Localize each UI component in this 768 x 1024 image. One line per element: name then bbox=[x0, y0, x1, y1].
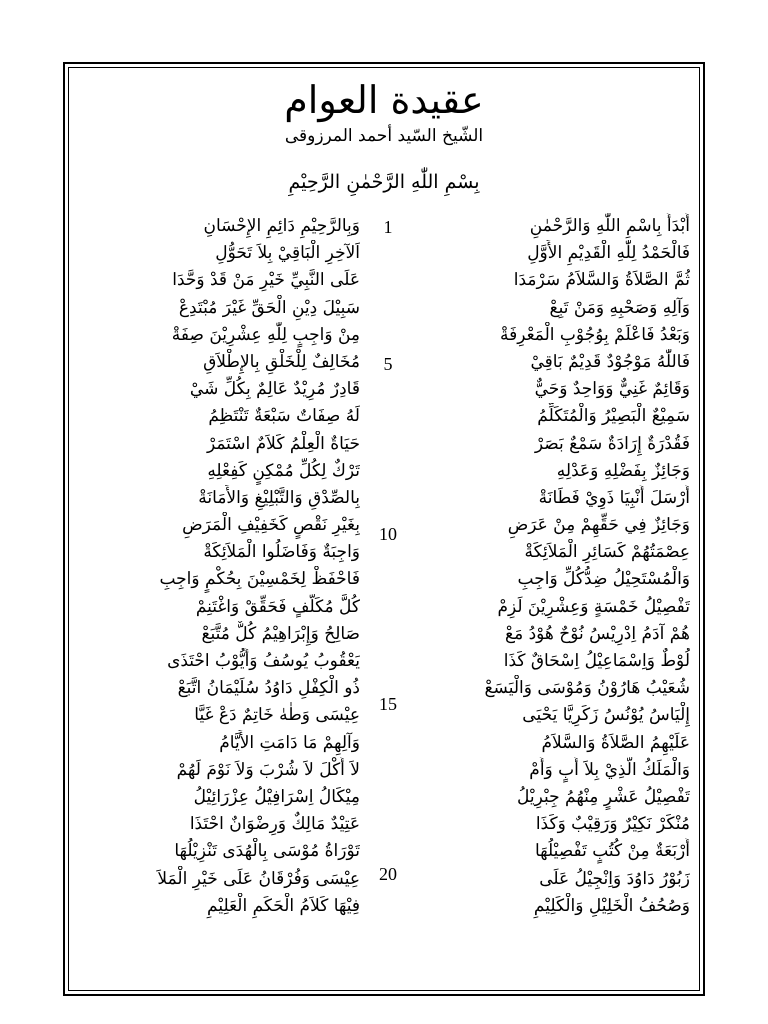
verse-line bbox=[130, 376, 690, 403]
verse-line bbox=[130, 621, 690, 648]
verse-first-hemistich: تَفْصِيْلُ خَمْسَةٍ وَعِشْرِيْنَ لَزِمْ bbox=[497, 596, 690, 617]
verse-second-hemistich: فَاحْفَظْ لِخَمْسِيْنَ بِحُكْمٍ وَاجِبِ bbox=[159, 569, 360, 590]
verse-second-hemistich: مُخَالِفٌ لِلْخَلْقِ بِالإِطْلاَقِ bbox=[203, 351, 360, 372]
verse-line bbox=[130, 566, 690, 593]
verse-number-5: 5 bbox=[383, 354, 393, 374]
verse-line bbox=[130, 349, 690, 376]
verse-second-hemistich: تَرْكٌ لِكُلِّ مُمْكِنٍ كَفِعْلِهِ bbox=[207, 460, 360, 481]
verse-second-hemistich: بِغَيْرِ نَقْصٍ كَخَفِيْفِ الْمَرَضِ bbox=[182, 515, 360, 536]
verse-line bbox=[130, 730, 690, 757]
verse-line bbox=[130, 431, 690, 458]
author-line: الشّيخ السّيد أحمد المرزوقى bbox=[284, 126, 484, 146]
verse-second-hemistich: عَلَى النَّبِيِّ خَيْرِ مَنْ قَدْ وَحَّدَا bbox=[172, 270, 360, 291]
verse-first-hemistich: مُنْكَرْ نَكِيْرٌ وَرَقِيْبٌ وَكَذَا bbox=[535, 814, 690, 835]
verse-second-hemistich: لاَ أَكْلَ لاَ شُرْبَ وَلاَ نَوْمَ لَهُمْ bbox=[176, 759, 360, 780]
verse-list bbox=[130, 213, 690, 920]
verse-first-hemistich: وَجَائِزٌ فِي حَقِّهِمْ مِنْ عَرَضِ bbox=[507, 515, 690, 536]
document-title: عقيدة العوام bbox=[284, 78, 484, 122]
verse-first-hemistich: وَجَائِزٌ بِفَضْلِهِ وَعَدْلِهِ bbox=[556, 460, 690, 481]
verse-number-10: 10 bbox=[379, 524, 397, 544]
verse-first-hemistich: فَاللّٰهُ مَوْجُوْدٌ قَدِيْمٌ بَاقِيْ bbox=[530, 351, 690, 372]
verse-second-hemistich: فِيْهَا كَلاَمُ الْحَكَمِ الْعَلِيْمِ bbox=[207, 895, 360, 916]
verse-line bbox=[130, 295, 690, 322]
verse-first-hemistich: أَبْدَأُ بِاسْمِ اللّٰهِ وَالرَّحْمٰنِ bbox=[529, 216, 690, 236]
verse-second-hemistich: قَادِرٌ مُرِيْدٌ عَالِمٌ بِكُلِّ شَيْ bbox=[189, 379, 360, 400]
verse-first-hemistich: لُوْطٌ وَاِسْمَاعِيْلُ اِسْحَاقٌ كَذَا bbox=[503, 651, 690, 671]
verse-first-hemistich: وَصُحُفُ الْخَلِيْلِ وَالْكَلِيْمِ bbox=[533, 895, 690, 916]
verse-second-hemistich: حَيَاةٌ الْعِلْمُ كَلاَمٌ اسْتَمَرْ bbox=[206, 433, 360, 454]
verse-line bbox=[130, 811, 690, 838]
verse-first-hemistich: تَفْصِيْلُ عَشْرٍ مِنْهُمُ جِبْرِيْلُ bbox=[517, 786, 690, 807]
verse-second-hemistich: عِيْسَى وَفُرْقَانُ عَلَى خَيْرِ الْمَلاَ bbox=[157, 868, 360, 889]
verse-line bbox=[130, 240, 690, 267]
verse-second-hemistich: يَعْقُوبُ يُوسُفُ وَأَيُّوْبُ احْتَذَى bbox=[167, 651, 360, 671]
verse-second-hemistich: ذُو الْكِفْلِ دَاوُدُ سُلَيْمَانُ اتَّبَعْ bbox=[177, 678, 360, 699]
verse-second-hemistich: سَبِيْلَ دِيْنِ الْحَقِّ غَيْرَ مُبْتَدِعْ bbox=[178, 297, 360, 318]
verse-second-hemistich: عَتِيْدٌ مَالِكٌ وَرِضْوَانٌ احْتَذَا bbox=[189, 814, 360, 835]
verse-line bbox=[130, 675, 690, 702]
verse-first-hemistich: عَلَيْهِمُ الصَّلاَةُ وَالسَّلاَمُ bbox=[541, 732, 690, 753]
basmala-line: بِسْمِ اللّٰهِ الرَّحْمٰنِ الرَّحِيْمِ bbox=[288, 171, 480, 193]
verse-second-hemistich: بِالصِّدْقِ وَالتَّبْلِيْغِ وَالأَمَانَةْ bbox=[198, 487, 360, 508]
verse-line bbox=[130, 702, 690, 729]
verse-first-hemistich: إِلْيَاسُ يُوْنُسُ زَكَرِيَّا يَحْيَى bbox=[522, 705, 690, 726]
verse-line bbox=[130, 267, 690, 294]
verse-first-hemistich: فَالْحَمْدُ لِلّٰهِ الْقَدِيْمِ الأَوَّلِ bbox=[527, 243, 690, 264]
verse-first-hemistich: شُعَيْبُ هَارُوْنُ وَمُوْسَى وَالْيَسَعْ bbox=[484, 678, 690, 699]
verse-second-hemistich: وَآلِهِمْ مَا دَامَتِ الأَيَّامُ bbox=[219, 732, 360, 753]
verse-line bbox=[130, 403, 690, 430]
verse-second-hemistich: وَبِالرَّحِيْمِ دَائِمِ الإِحْسَانِ bbox=[203, 216, 360, 236]
verse-second-hemistich: وَاجِبَةٌ وَفَاضَلُوا الْمَلاَئِكَةْ bbox=[203, 542, 360, 563]
verse-first-hemistich: وَالْمَلَكُ الَّذِيْ بِلاَ أَبٍ وَأُمْ bbox=[529, 759, 690, 780]
verse-first-hemistich: أَرْبَعَةٌ مِنْ كُتُبٍ تَفْصِيْلُهَا bbox=[534, 841, 690, 862]
verse-first-hemistich: عِصْمَتُهُمْ كَسَائِرِ الْمَلاَئِكَةْ bbox=[524, 542, 690, 563]
verse-line bbox=[130, 866, 690, 893]
verse-second-hemistich: صَالِحُ وَإِبْرَاهِيْمُ كُلٌّ مُتَّبَعْ bbox=[201, 623, 360, 644]
verse-first-hemistich: سَمِيْعٌ الْبَصِيْرُ وَالْمُتَكَلِّمُ bbox=[537, 406, 690, 427]
verse-first-hemistich: وَقَائِمٌ غَنِيٌّ وَوَاحِدٌ وَحَيٌّ bbox=[534, 379, 690, 400]
verse-second-hemistich: مِنْ وَاجِبٍ لِلّٰهِ عِشْرِيْنَ صِفَةْ bbox=[171, 324, 360, 345]
verse-number-15: 15 bbox=[379, 694, 397, 714]
verse-first-hemistich: وَبَعْدُ فَاعْلَمْ بِوُجُوْبِ الْمَعْرِفَةْ bbox=[499, 324, 690, 345]
verse-number-20: 20 bbox=[379, 864, 397, 884]
verse-line bbox=[130, 893, 690, 920]
verse-line bbox=[130, 757, 690, 784]
verse-second-hemistich: اَلآخِرِ الْبَاقِيْ بِلاَ تَحَوُّلِ bbox=[215, 243, 360, 264]
verse-second-hemistich: تَوْرَاةُ مُوْسَى بِالْهُدَى تَنْزِيْلُهَا bbox=[174, 841, 360, 862]
verse-line bbox=[130, 213, 690, 240]
verse-line bbox=[130, 322, 690, 349]
verse-second-hemistich: لَهُ صِفَاتٌ سَبْعَةٌ تَنْتَظِمُ bbox=[208, 406, 360, 427]
verse-line bbox=[130, 784, 690, 811]
verse-second-hemistich: مِيْكَالُ اِسْرَافِيْلُ عِزْرَائِيْلُ bbox=[193, 786, 360, 807]
verse-first-hemistich: فَقُدْرَةٌ إِرَادَةٌ سَمْعٌ بَصَرْ bbox=[534, 433, 690, 454]
verse-first-hemistich: أَرْسَلَ أَنْبِيَا ذَوِيْ فَطَانَةْ bbox=[538, 487, 690, 508]
verse-line bbox=[130, 648, 690, 675]
verse-second-hemistich: عِيْسَى وَطٰهٰ خَاتِمٌ دَعْ غَيَّا bbox=[194, 705, 360, 726]
verse-first-hemistich: زَبُوْرُ دَاوُدَ وَاِنْجِيْلُ عَلَى bbox=[539, 868, 690, 889]
verse-line bbox=[130, 539, 690, 566]
verse-line bbox=[130, 512, 690, 539]
verse-first-hemistich: وَآلِهِ وَصَحْبِهِ وَمَنْ تَبِعْ bbox=[549, 297, 690, 318]
verse-first-hemistich: ثُمَّ الصَّلاَةُ وَالسَّلاَمُ سَرْمَدَا bbox=[513, 270, 690, 291]
verse-line bbox=[130, 594, 690, 621]
verse-line bbox=[130, 458, 690, 485]
verse-line bbox=[130, 838, 690, 865]
verse-second-hemistich: كُلَّ مُكَلَّفٍ فَحَقِّقْ وَاغْتَنِمْ bbox=[195, 596, 360, 617]
verse-number-1: 1 bbox=[383, 217, 393, 237]
verse-line bbox=[130, 485, 690, 512]
verse-first-hemistich: هُمْ آدَمُ اِدْرِيْسُ نُوْحٌ هُوْدُ مَعْ bbox=[505, 623, 690, 644]
verse-first-hemistich: وَالْمُسْتَحِيْلُ ضِدُّكُلِّ وَاجِبِ bbox=[517, 569, 690, 590]
